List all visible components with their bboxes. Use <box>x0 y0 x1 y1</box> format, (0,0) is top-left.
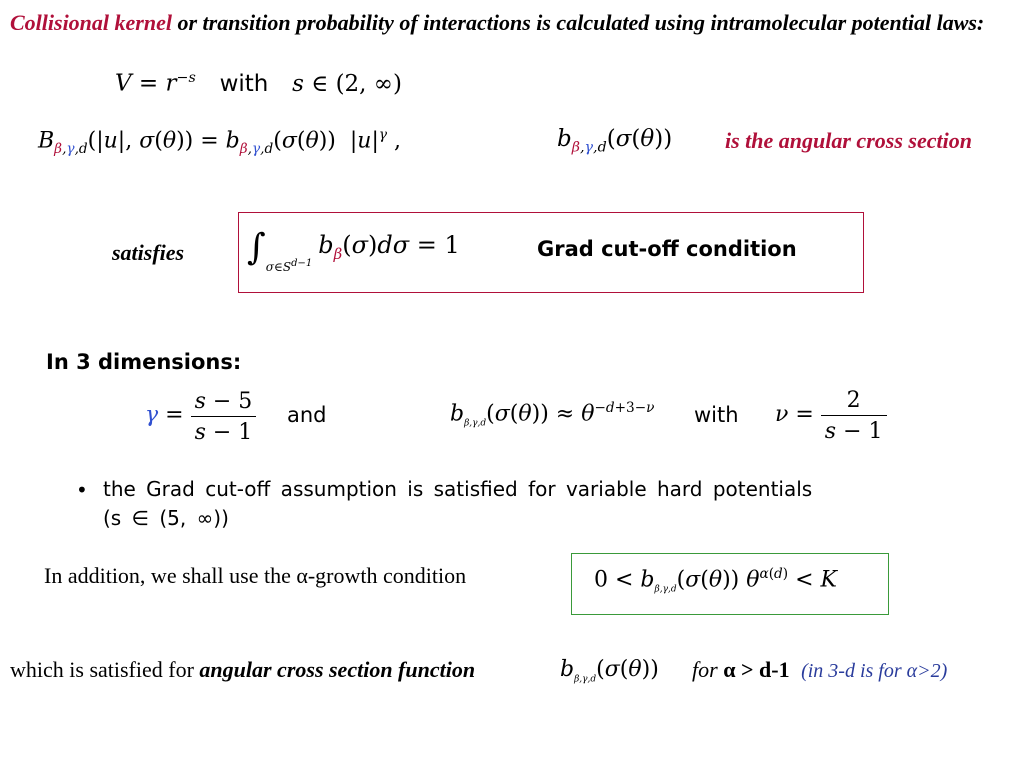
closing-for-word: for <box>692 657 718 682</box>
alpha-growth-text: In addition, we shall use the α-growth condition <box>44 563 467 588</box>
closing-alpha-condition: α > d-1 <box>723 657 790 682</box>
three-d-heading: In 3 dimensions: <box>46 350 242 374</box>
intro-term: Collisional kernel <box>10 10 172 35</box>
intro-paragraph <box>10 8 1010 38</box>
closing-line <box>10 657 475 683</box>
alpha-growth-box <box>571 553 889 615</box>
angular-cross-section-symbol: $b_{\beta,\gamma,d}(\sigma(\theta))$ <box>557 126 673 156</box>
bullet-dot: • <box>76 478 88 502</box>
satisfies-label: satisfies <box>112 240 185 265</box>
and-word: and <box>287 403 327 427</box>
b-asymptotic-formula: $b_{\beta,\gamma,d}(\sigma(\theta)) \approx \theta^{-d+3-\nu}$ <box>450 400 655 429</box>
intro-rest: or transition probability of interactions is calculated using intramolecular potential laws: <box>177 10 985 35</box>
bullet-line-2: (s ∈ (5, ∞)) <box>103 506 229 530</box>
alpha-growth-formula: $0 < b_{\beta,\gamma,d}(\sigma(\theta)) \theta^{\alpha(d)} < K$ <box>594 566 837 595</box>
closing-lead: which is satisfied for <box>10 657 194 682</box>
with-word-3d: with <box>694 403 739 427</box>
gamma-formula: γ = $\frac{s - 5}{s - 1}$ <box>145 388 256 445</box>
bullet-line-1: the Grad cut-off assumption is satisfied for variable hard potentials <box>103 477 813 501</box>
angular-note: is the angular cross section <box>725 128 972 153</box>
bullet-text <box>103 475 812 533</box>
grad-condition-label: Grad cut-off condition <box>537 237 797 261</box>
closing-condition <box>692 657 947 683</box>
closing-note: (in 3-d is for α>2) <box>801 660 948 682</box>
kernel-formula: $B_{\beta,\gamma,d}(|u|$, $\sigma(\theta)) = b_{\beta,\gamma,d}(\sigma(\theta))$ $|u|^\gamma$ , <box>38 127 402 157</box>
grad-integral-formula: $\int_{\sigma\in S^{d-1}}$ $b_\beta(\sigma)d\sigma = 1$ <box>247 227 460 274</box>
closing-bold-phrase: angular cross section function <box>199 657 476 682</box>
closing-b-symbol: $b_{\beta,\gamma,d}(\sigma(\theta))$ <box>560 657 659 685</box>
potential-law-formula: $V = r^{-s}$ with s ∈ (2, ∞) <box>115 70 402 97</box>
grad-condition-box <box>238 212 864 293</box>
potential-with-word: with <box>219 70 269 97</box>
nu-formula: ν = $\frac{2}{s - 1}$ <box>775 388 887 444</box>
